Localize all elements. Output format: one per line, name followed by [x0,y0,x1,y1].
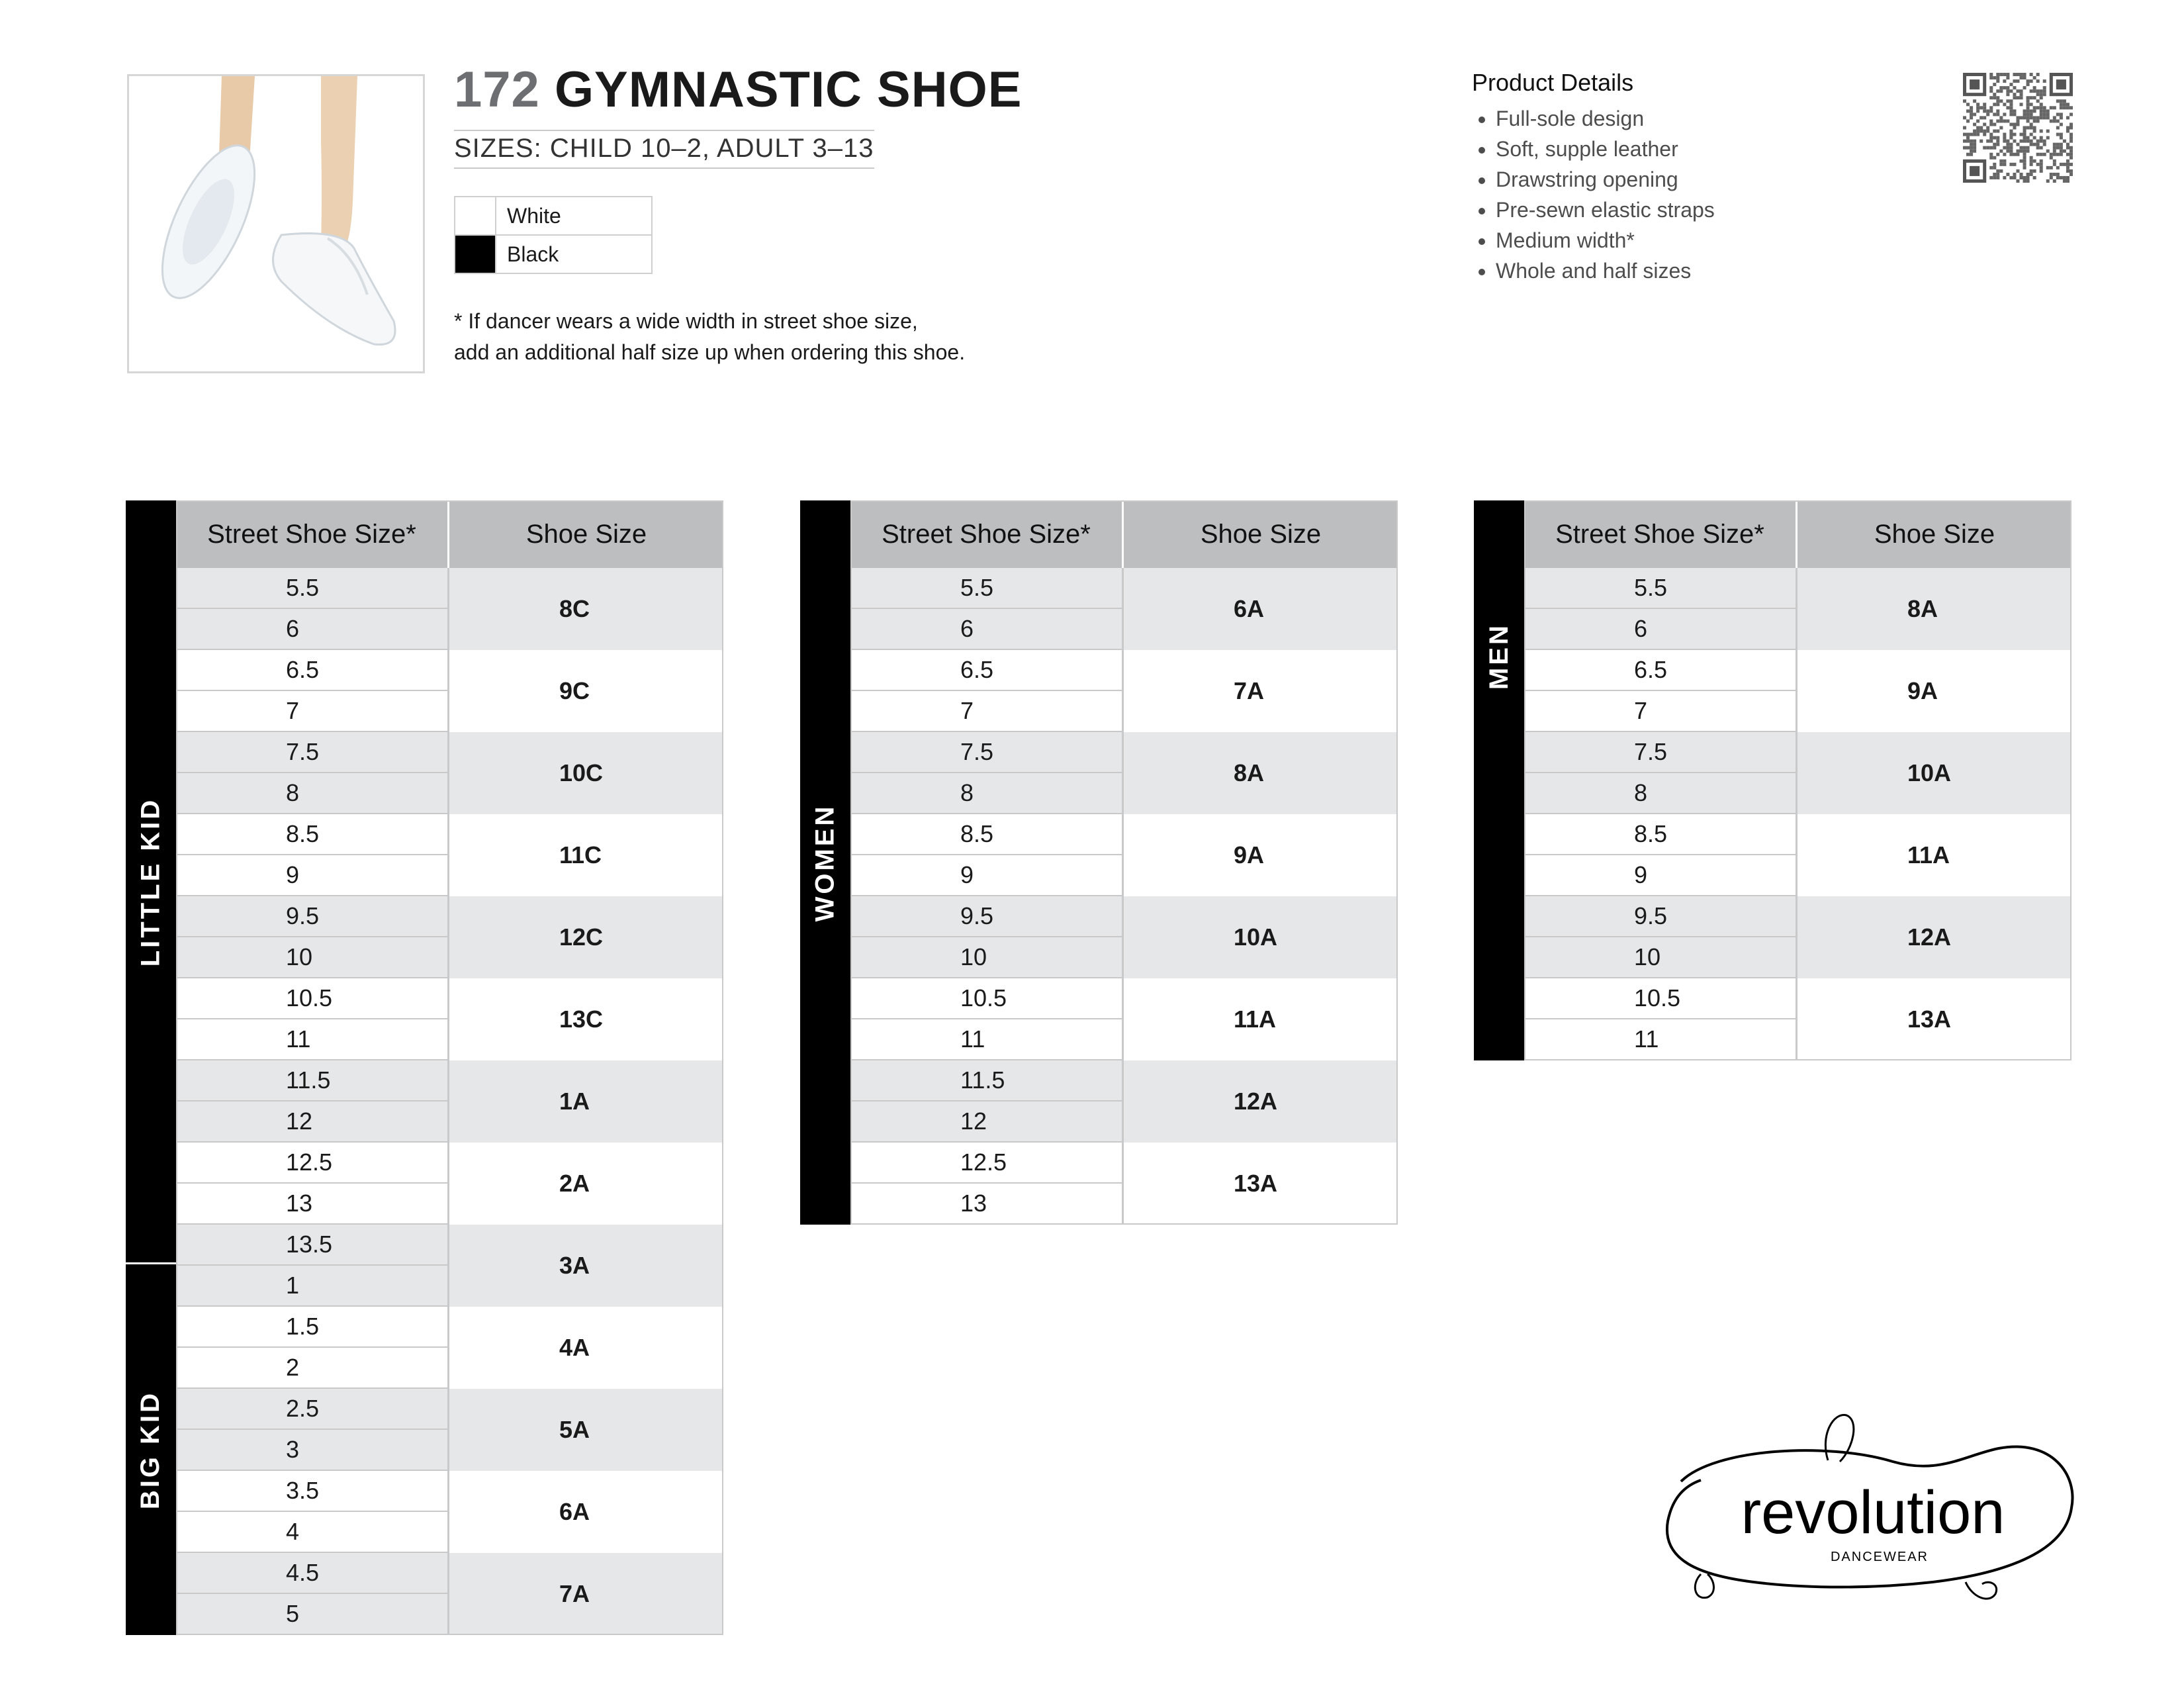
street-size-cell: 1 [176,1266,447,1307]
column-divider [1796,568,1797,1060]
details-heading: Product Details [1472,69,1634,96]
column-header-shoe-size: Shoe Size [1124,500,1398,568]
details-item: • Full-sole design [1496,103,1715,134]
street-size-cell: 8 [850,773,1122,814]
street-size-cell: 8.5 [850,814,1122,855]
shoe-size-cell: 7A [449,1553,723,1635]
column-divider [1122,568,1124,1225]
street-size-cell: 11 [1524,1019,1796,1060]
product-name: GYMNASTIC SHOE [554,62,1023,118]
shoe-size-cell: 13A [1797,978,2071,1060]
street-size-cell: 12.5 [176,1143,447,1184]
street-size-cell: 6.5 [850,650,1122,691]
logo-subtext: DANCEWEAR [1830,1550,1929,1564]
street-size-cell: 13 [176,1184,447,1225]
shoe-size-cell: 13A [1124,1143,1398,1225]
band-label-big-kid: BIG KID [136,1390,165,1509]
details-item: • Medium width* [1496,225,1715,256]
column-divider [447,568,449,1635]
street-size-cell: 3 [176,1430,447,1471]
street-size-cell: 2 [176,1348,447,1389]
street-size-cell: 5.5 [1524,568,1796,609]
street-size-cell: 6 [176,609,447,650]
street-size-cell: 10.5 [176,978,447,1019]
footnote-line: * If dancer wears a wide width in street shoe size, [454,309,918,333]
shoe-size-cell: 12A [1797,896,2071,978]
color-swatches [454,196,653,274]
street-size-cell: 4 [176,1512,447,1553]
details-item: • Soft, supple leather [1496,134,1715,164]
shoe-size-cell: 6A [1124,568,1398,650]
width-footnote [454,306,965,368]
street-size-cell: 3.5 [176,1471,447,1512]
street-size-cell: 10.5 [1524,978,1796,1019]
shoe-size-cell: 4A [449,1307,723,1389]
street-size-cell: 7.5 [850,732,1122,773]
shoe-size-cell: 3A [449,1225,723,1307]
street-size-cell: 6.5 [176,650,447,691]
street-size-cell: 9 [1524,855,1796,896]
street-size-cell: 13 [850,1184,1122,1225]
street-size-cell: 4.5 [176,1553,447,1594]
street-size-cell: 7.5 [176,732,447,773]
shoe-size-cell: 11A [1124,978,1398,1060]
shoe-size-cell: 8A [1797,568,2071,650]
street-size-cell: 8.5 [176,814,447,855]
details-item: • Drawstring opening [1496,164,1715,195]
column-header-street-size: Street Shoe Size* [850,500,1122,568]
band-label-little-kid: LITTLE KID [136,797,165,966]
street-size-cell: 8 [1524,773,1796,814]
shoe-size-cell: 11C [449,814,723,896]
size-table-women [800,500,1398,1225]
details-list [1472,103,1715,286]
street-size-cell: 9 [176,855,447,896]
product-title [454,62,1023,118]
street-size-cell: 6.5 [1524,650,1796,691]
street-size-cell: 5 [176,1594,447,1635]
color-row [455,235,652,273]
product-number: 172 [454,62,540,118]
street-size-cell: 9.5 [1524,896,1796,937]
band-label-men: MEN [1484,622,1514,690]
street-size-cell: 9 [850,855,1122,896]
size-table-men [1474,500,2071,1060]
size-range: SIZES: CHILD 10–2, ADULT 3–13 [454,130,874,169]
street-size-cell: 7.5 [1524,732,1796,773]
street-size-cell: 10 [176,937,447,978]
shoe-size-cell: 9A [1124,814,1398,896]
revolution-dancewear-logo [1655,1409,2078,1607]
shoe-size-cell: 9A [1797,650,2071,732]
color-swatch-white [455,197,496,235]
street-size-cell: 7 [176,691,447,732]
street-size-cell: 10 [1524,937,1796,978]
shoe-size-cell: 13C [449,978,723,1060]
street-size-cell: 12 [850,1102,1122,1143]
details-item: • Whole and half sizes [1496,256,1715,286]
street-size-cell: 11 [850,1019,1122,1060]
details-item: • Pre-sewn elastic straps [1496,195,1715,225]
color-label: White [496,197,652,235]
shoe-size-cell: 9C [449,650,723,732]
shoe-size-cell: 8A [1124,732,1398,814]
shoe-size-cell: 1A [449,1060,723,1143]
shoe-size-cell: 7A [1124,650,1398,732]
street-size-cell: 9.5 [850,896,1122,937]
street-size-cell: 12 [176,1102,447,1143]
street-size-cell: 7 [1524,691,1796,732]
shoe-size-cell: 5A [449,1389,723,1471]
column-header-street-size: Street Shoe Size* [176,500,447,568]
shoe-size-cell: 10C [449,732,723,814]
street-size-cell: 11 [176,1019,447,1060]
color-swatch-black [455,235,496,273]
shoe-photo [129,76,423,371]
logo-wordmark: revolution [1741,1479,2005,1546]
product-image [127,74,425,373]
shoe-size-cell: 12C [449,896,723,978]
shoe-size-cell: 8C [449,568,723,650]
column-header-shoe-size: Shoe Size [1797,500,2071,568]
street-size-cell: 8.5 [1524,814,1796,855]
street-size-cell: 13.5 [176,1225,447,1266]
street-size-cell: 11.5 [176,1060,447,1102]
qr-code-icon[interactable] [1963,73,2073,183]
color-label: Black [496,235,652,273]
street-size-cell: 12.5 [850,1143,1122,1184]
product-details [1472,69,1715,286]
street-size-cell: 9.5 [176,896,447,937]
shoe-size-cell: 12A [1124,1060,1398,1143]
shoe-size-cell: 6A [449,1471,723,1553]
street-size-cell: 5.5 [176,568,447,609]
street-size-cell: 10.5 [850,978,1122,1019]
column-header-shoe-size: Shoe Size [449,500,723,568]
street-size-cell: 7 [850,691,1122,732]
shoe-size-cell: 10A [1124,896,1398,978]
street-size-cell: 5.5 [850,568,1122,609]
band-label-women: WOMEN [810,804,840,921]
shoe-size-cell: 11A [1797,814,2071,896]
shoe-size-cell: 10A [1797,732,2071,814]
shoe-size-cell: 2A [449,1143,723,1225]
column-header-street-size: Street Shoe Size* [1524,500,1796,568]
color-row [455,197,652,235]
street-size-cell: 10 [850,937,1122,978]
street-size-cell: 6 [850,609,1122,650]
street-size-cell: 11.5 [850,1060,1122,1102]
street-size-cell: 6 [1524,609,1796,650]
street-size-cell: 2.5 [176,1389,447,1430]
footnote-line: add an additional half size up when ordering this shoe. [454,340,966,364]
size-table-kids [126,500,723,1635]
street-size-cell: 8 [176,773,447,814]
street-size-cell: 1.5 [176,1307,447,1348]
